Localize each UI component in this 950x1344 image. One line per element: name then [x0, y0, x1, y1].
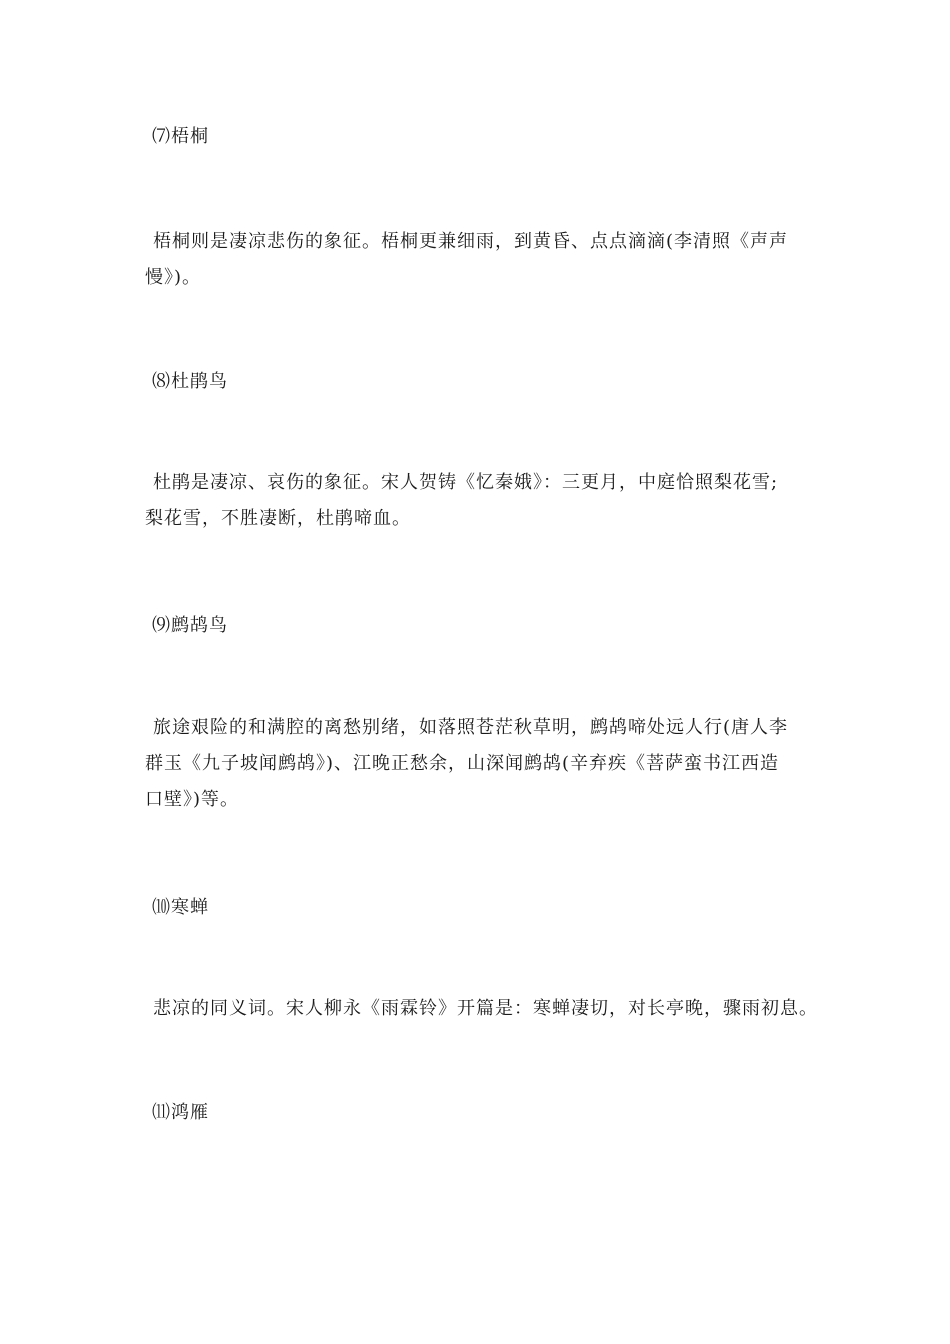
section-heading-hongyan: ⑾鸿雁 — [152, 1102, 209, 1123]
section-body-dujuan — [145, 465, 825, 537]
section-heading-dujuan: ⑻杜鹃鸟 — [152, 371, 228, 392]
body-line: 群玉《九子坡闻鹧鸪》)、江晚正愁余，山深闻鹧鸪(辛弃疾《菩萨蛮书江西造 — [145, 753, 780, 774]
section-body-hanchan — [145, 991, 825, 1027]
body-line: 口壁》)等。 — [145, 789, 240, 810]
body-line: 慢》)。 — [145, 267, 202, 288]
body-line: 梧桐则是凄凉悲伤的象征。梧桐更兼细雨，到黄昏、点点滴滴(李清照《声声 — [153, 231, 789, 252]
section-body-wutong — [145, 224, 825, 296]
section-heading-hanchan: ⑽寒蝉 — [152, 897, 209, 918]
section-heading-wutong: ⑺梧桐 — [152, 126, 209, 147]
section-body-zhegu — [145, 710, 825, 818]
section-heading-zhegu: ⑼鹧鸪鸟 — [152, 615, 228, 636]
body-line: 悲凉的同义词。宋人柳永《雨霖铃》开篇是：寒蝉凄切，对长亭晚，骤雨初息。 — [153, 998, 818, 1019]
body-line: 杜鹃是凄凉、哀伤的象征。宋人贺铸《忆秦娥》：三更月，中庭恰照梨花雪; — [153, 472, 779, 493]
body-line: 旅途艰险的和满腔的离愁别绪，如落照苍茫秋草明，鹧鸪啼处远人行(唐人李 — [153, 717, 789, 738]
body-line: 梨花雪，不胜凄断，杜鹃啼血。 — [145, 508, 411, 529]
